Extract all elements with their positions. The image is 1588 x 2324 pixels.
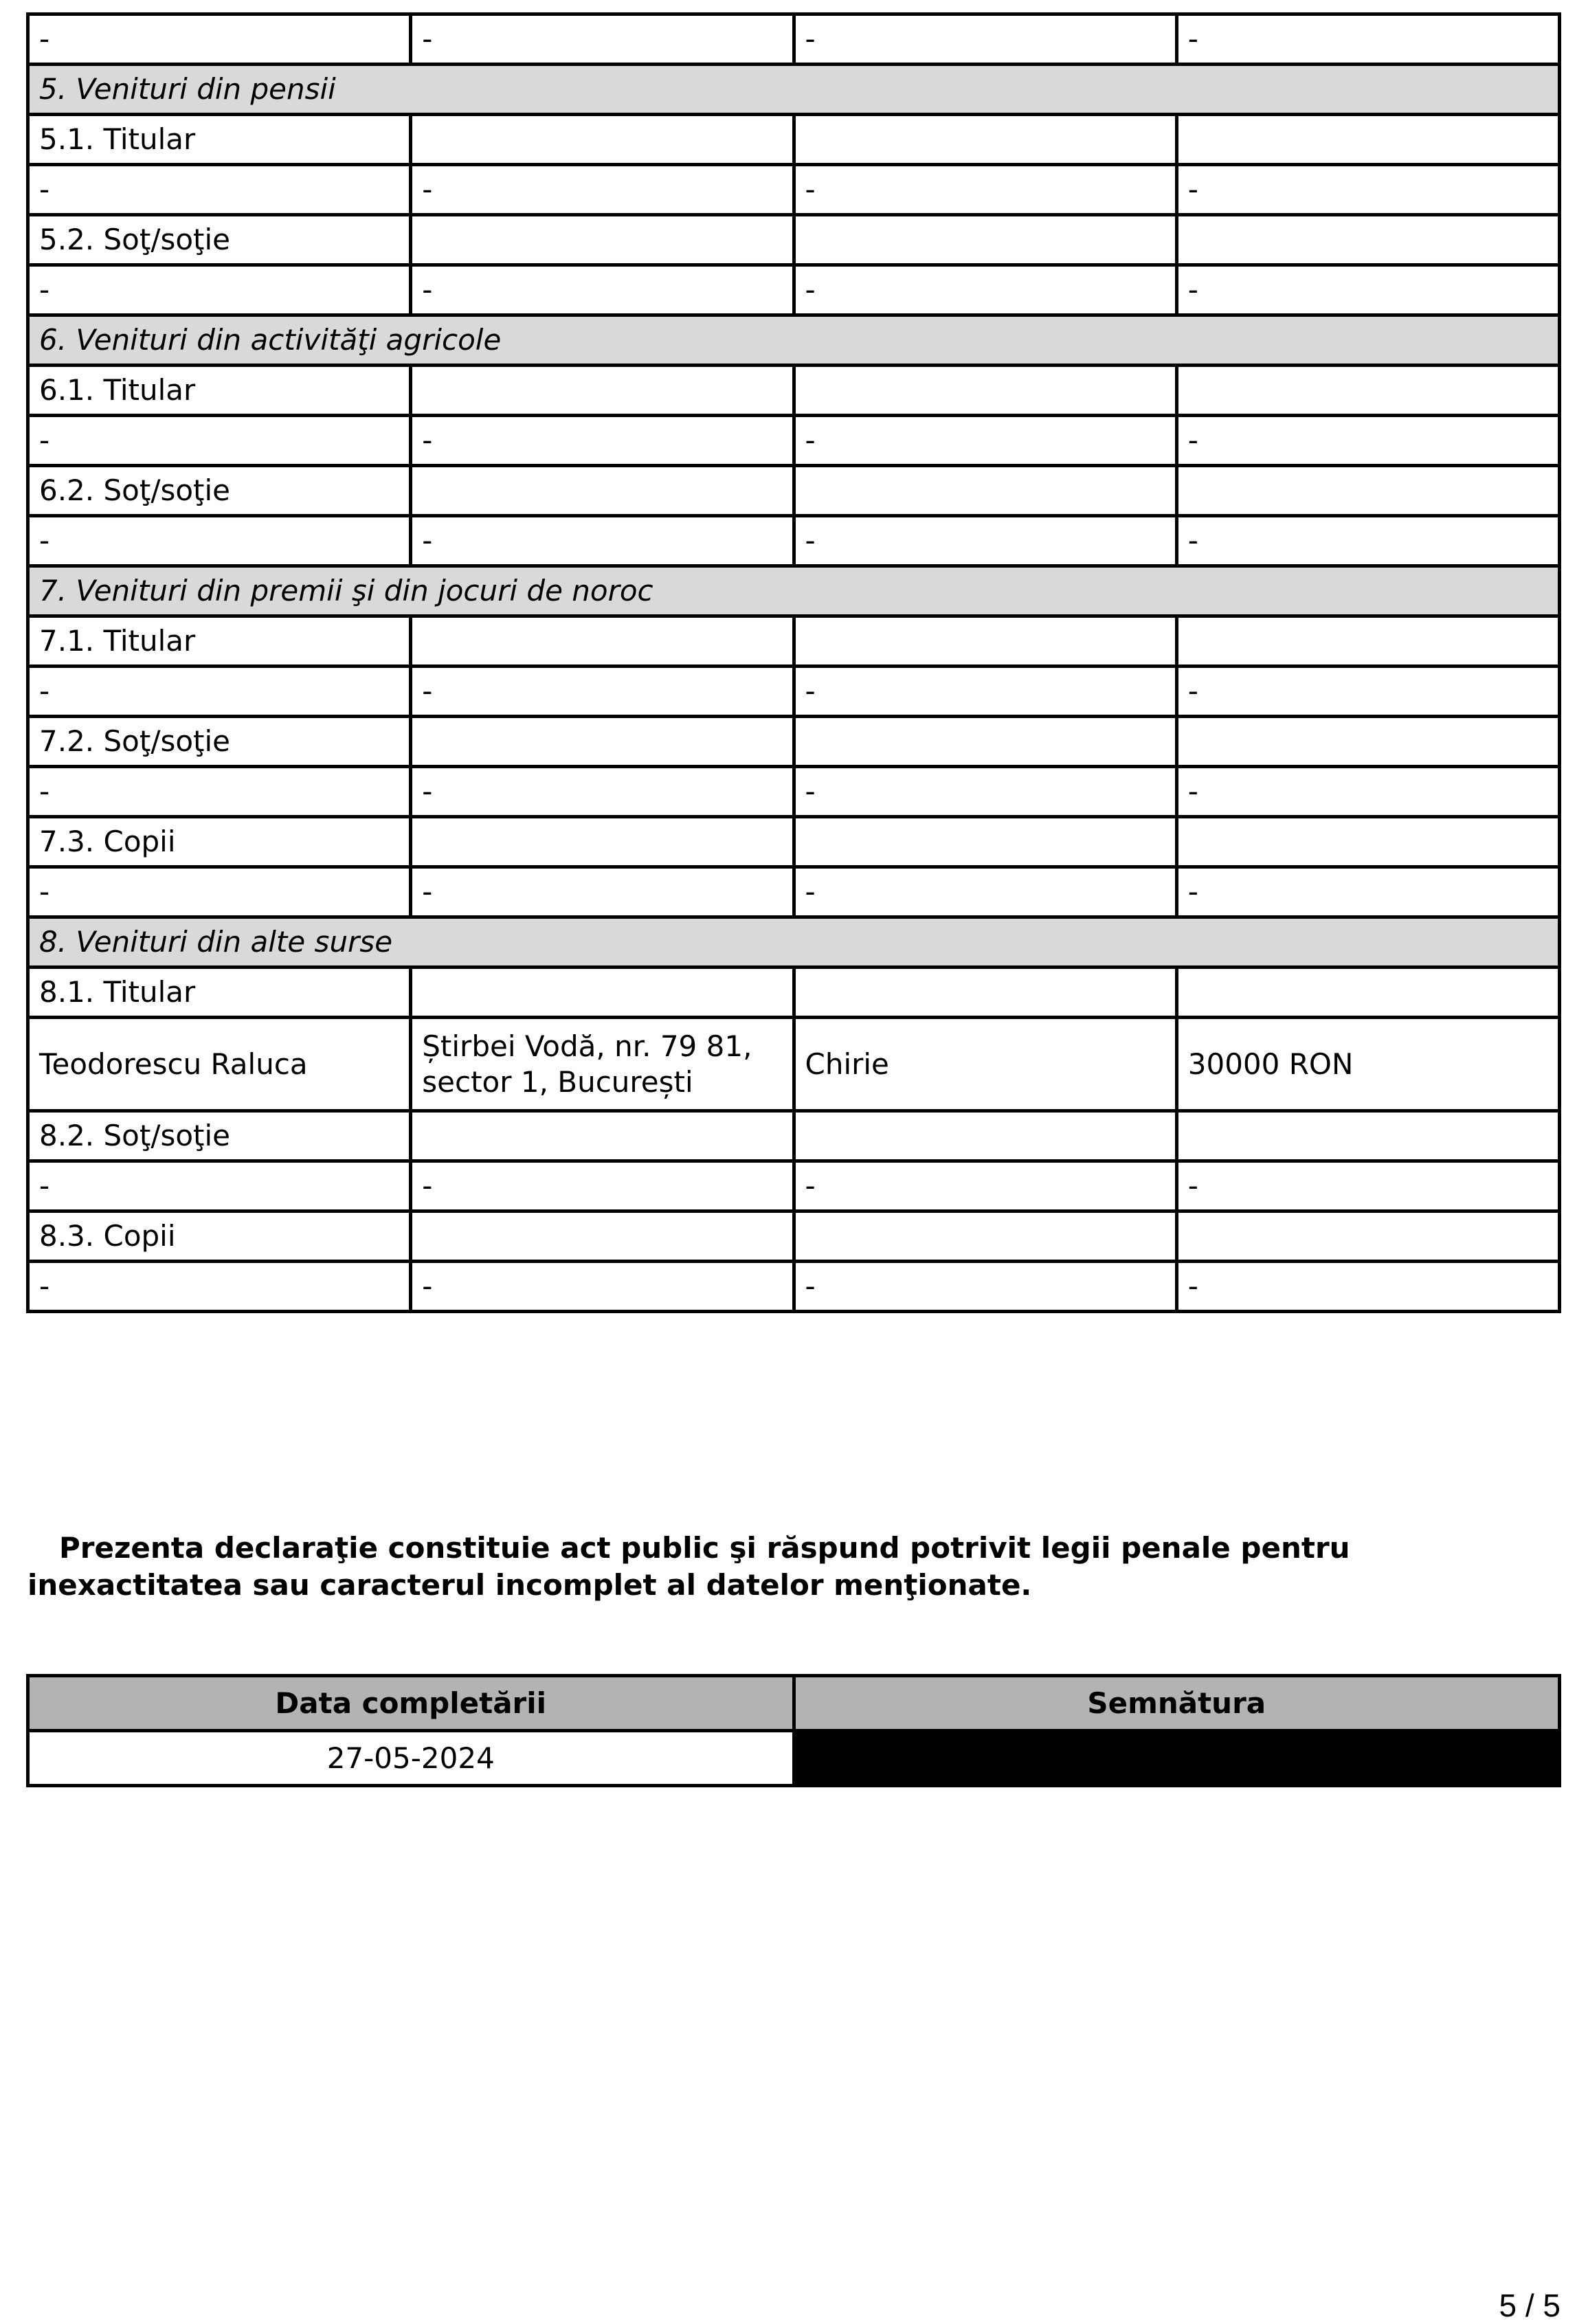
table-cell: 7.3. Copii xyxy=(28,817,411,867)
table-cell xyxy=(1176,968,1559,1018)
table-cell: - xyxy=(411,416,794,466)
table-cell xyxy=(411,1211,794,1262)
table-cell xyxy=(794,616,1176,667)
table-cell: - xyxy=(28,667,411,717)
table-cell: - xyxy=(1176,165,1559,215)
signature-table xyxy=(26,1674,1561,1787)
table-cell: - xyxy=(1176,867,1559,917)
table-cell: Chirie xyxy=(794,1018,1176,1111)
table-row xyxy=(28,366,1560,416)
section-header-row xyxy=(28,65,1560,115)
table-cell xyxy=(794,366,1176,416)
table-cell: - xyxy=(794,165,1176,215)
table-cell: - xyxy=(1176,265,1559,315)
table-cell xyxy=(411,466,794,516)
table-cell xyxy=(1176,366,1559,416)
table-cell: 5.2. Soţ/soţie xyxy=(28,215,411,265)
table-row xyxy=(28,265,1560,315)
table-cell: - xyxy=(28,1262,411,1312)
table-cell: - xyxy=(1176,416,1559,466)
table-cell xyxy=(794,115,1176,165)
table-row xyxy=(28,717,1560,767)
table-cell xyxy=(794,1111,1176,1161)
table-cell xyxy=(411,968,794,1018)
section-title: 8. Venituri din alte surse xyxy=(28,917,1560,968)
page-number: 5 / 5 xyxy=(1499,2288,1561,2323)
table-cell xyxy=(794,717,1176,767)
table-cell: - xyxy=(411,165,794,215)
section-header-row xyxy=(28,917,1560,968)
table-cell xyxy=(411,817,794,867)
table-cell xyxy=(794,968,1176,1018)
table-row xyxy=(28,1211,1560,1262)
table-cell: - xyxy=(28,767,411,817)
table-row xyxy=(28,1262,1560,1312)
table-row xyxy=(28,115,1560,165)
table-cell: 30000 RON xyxy=(1176,1018,1559,1111)
table-cell: - xyxy=(794,867,1176,917)
table-cell xyxy=(794,1211,1176,1262)
declaration-statement: Prezenta declaraţie constituie act public şi răspund potrivit legii penale pentru inexactitatea sau caracterul incomplet al datelor menţionate. xyxy=(27,1531,1350,1602)
table-cell: Teodorescu Raluca xyxy=(28,1018,411,1111)
table-cell xyxy=(411,717,794,767)
table-cell xyxy=(794,215,1176,265)
table-row xyxy=(28,616,1560,667)
table-row xyxy=(28,14,1560,65)
table-row xyxy=(28,165,1560,215)
table-cell xyxy=(1176,717,1559,767)
section-title: 7. Venituri din premii şi din jocuri de noroc xyxy=(28,566,1560,616)
table-cell xyxy=(794,817,1176,867)
table-row xyxy=(28,867,1560,917)
table-cell: - xyxy=(28,265,411,315)
table-cell: - xyxy=(1176,1161,1559,1211)
table-cell: - xyxy=(411,667,794,717)
table-row xyxy=(28,416,1560,466)
completion-date-header: Data completării xyxy=(28,1676,794,1731)
table-cell: - xyxy=(411,265,794,315)
table-cell: - xyxy=(1176,667,1559,717)
table-cell: - xyxy=(411,516,794,566)
table-cell xyxy=(411,1111,794,1161)
table-cell: - xyxy=(411,1262,794,1312)
table-cell: - xyxy=(794,265,1176,315)
table-cell xyxy=(794,466,1176,516)
table-cell: 6.2. Soţ/soţie xyxy=(28,466,411,516)
table-cell: - xyxy=(411,867,794,917)
table-row xyxy=(28,466,1560,516)
table-cell: - xyxy=(794,516,1176,566)
signature-value-row xyxy=(28,1731,1560,1786)
table-cell: - xyxy=(794,1262,1176,1312)
table-cell: - xyxy=(1176,516,1559,566)
table-cell xyxy=(411,366,794,416)
table-row xyxy=(28,1018,1560,1111)
table-cell: - xyxy=(28,867,411,917)
table-cell: - xyxy=(794,1161,1176,1211)
table-cell xyxy=(1176,215,1559,265)
table-row xyxy=(28,215,1560,265)
signature-header: Semnătura xyxy=(794,1676,1560,1731)
table-row xyxy=(28,1161,1560,1211)
section-header-row xyxy=(28,566,1560,616)
table-row xyxy=(28,767,1560,817)
table-cell: 7.1. Titular xyxy=(28,616,411,667)
table-row xyxy=(28,1111,1560,1161)
table-cell: Știrbei Vodă, nr. 79 81, sector 1, București xyxy=(411,1018,794,1111)
table-cell: - xyxy=(794,416,1176,466)
table-cell: - xyxy=(1176,767,1559,817)
table-cell: - xyxy=(28,165,411,215)
table-cell xyxy=(1176,1111,1559,1161)
table-cell xyxy=(1176,1211,1559,1262)
table-cell: - xyxy=(28,1161,411,1211)
table-cell: - xyxy=(1176,1262,1559,1312)
signature-header-row xyxy=(28,1676,1560,1731)
table-cell: 6.1. Titular xyxy=(28,366,411,416)
table-cell: 8.2. Soţ/soţie xyxy=(28,1111,411,1161)
table-cell: - xyxy=(1176,14,1559,65)
completion-date-value: 27-05-2024 xyxy=(28,1731,794,1786)
table-cell: - xyxy=(28,416,411,466)
table-cell xyxy=(411,616,794,667)
table-cell: - xyxy=(28,516,411,566)
table-cell xyxy=(1176,616,1559,667)
redacted-signature xyxy=(794,1731,1560,1786)
table-cell: - xyxy=(794,667,1176,717)
section-title: 5. Venituri din pensii xyxy=(28,65,1560,115)
income-table xyxy=(26,12,1561,1313)
table-cell: - xyxy=(794,14,1176,65)
table-cell xyxy=(411,215,794,265)
table-cell: - xyxy=(411,14,794,65)
table-row xyxy=(28,968,1560,1018)
income-table-body xyxy=(28,14,1560,1312)
table-cell: 8.3. Copii xyxy=(28,1211,411,1262)
table-row xyxy=(28,667,1560,717)
table-cell: 7.2. Soţ/soţie xyxy=(28,717,411,767)
table-cell: - xyxy=(794,767,1176,817)
table-cell xyxy=(411,115,794,165)
table-cell: - xyxy=(28,14,411,65)
section-header-row xyxy=(28,315,1560,366)
table-cell: - xyxy=(411,767,794,817)
table-cell: - xyxy=(411,1161,794,1211)
table-row xyxy=(28,516,1560,566)
table-cell: 5.1. Titular xyxy=(28,115,411,165)
table-row xyxy=(28,817,1560,867)
table-cell: 8.1. Titular xyxy=(28,968,411,1018)
table-cell xyxy=(1176,466,1559,516)
section-title: 6. Venituri din activităţi agricole xyxy=(28,315,1560,366)
table-cell xyxy=(1176,115,1559,165)
table-cell xyxy=(1176,817,1559,867)
